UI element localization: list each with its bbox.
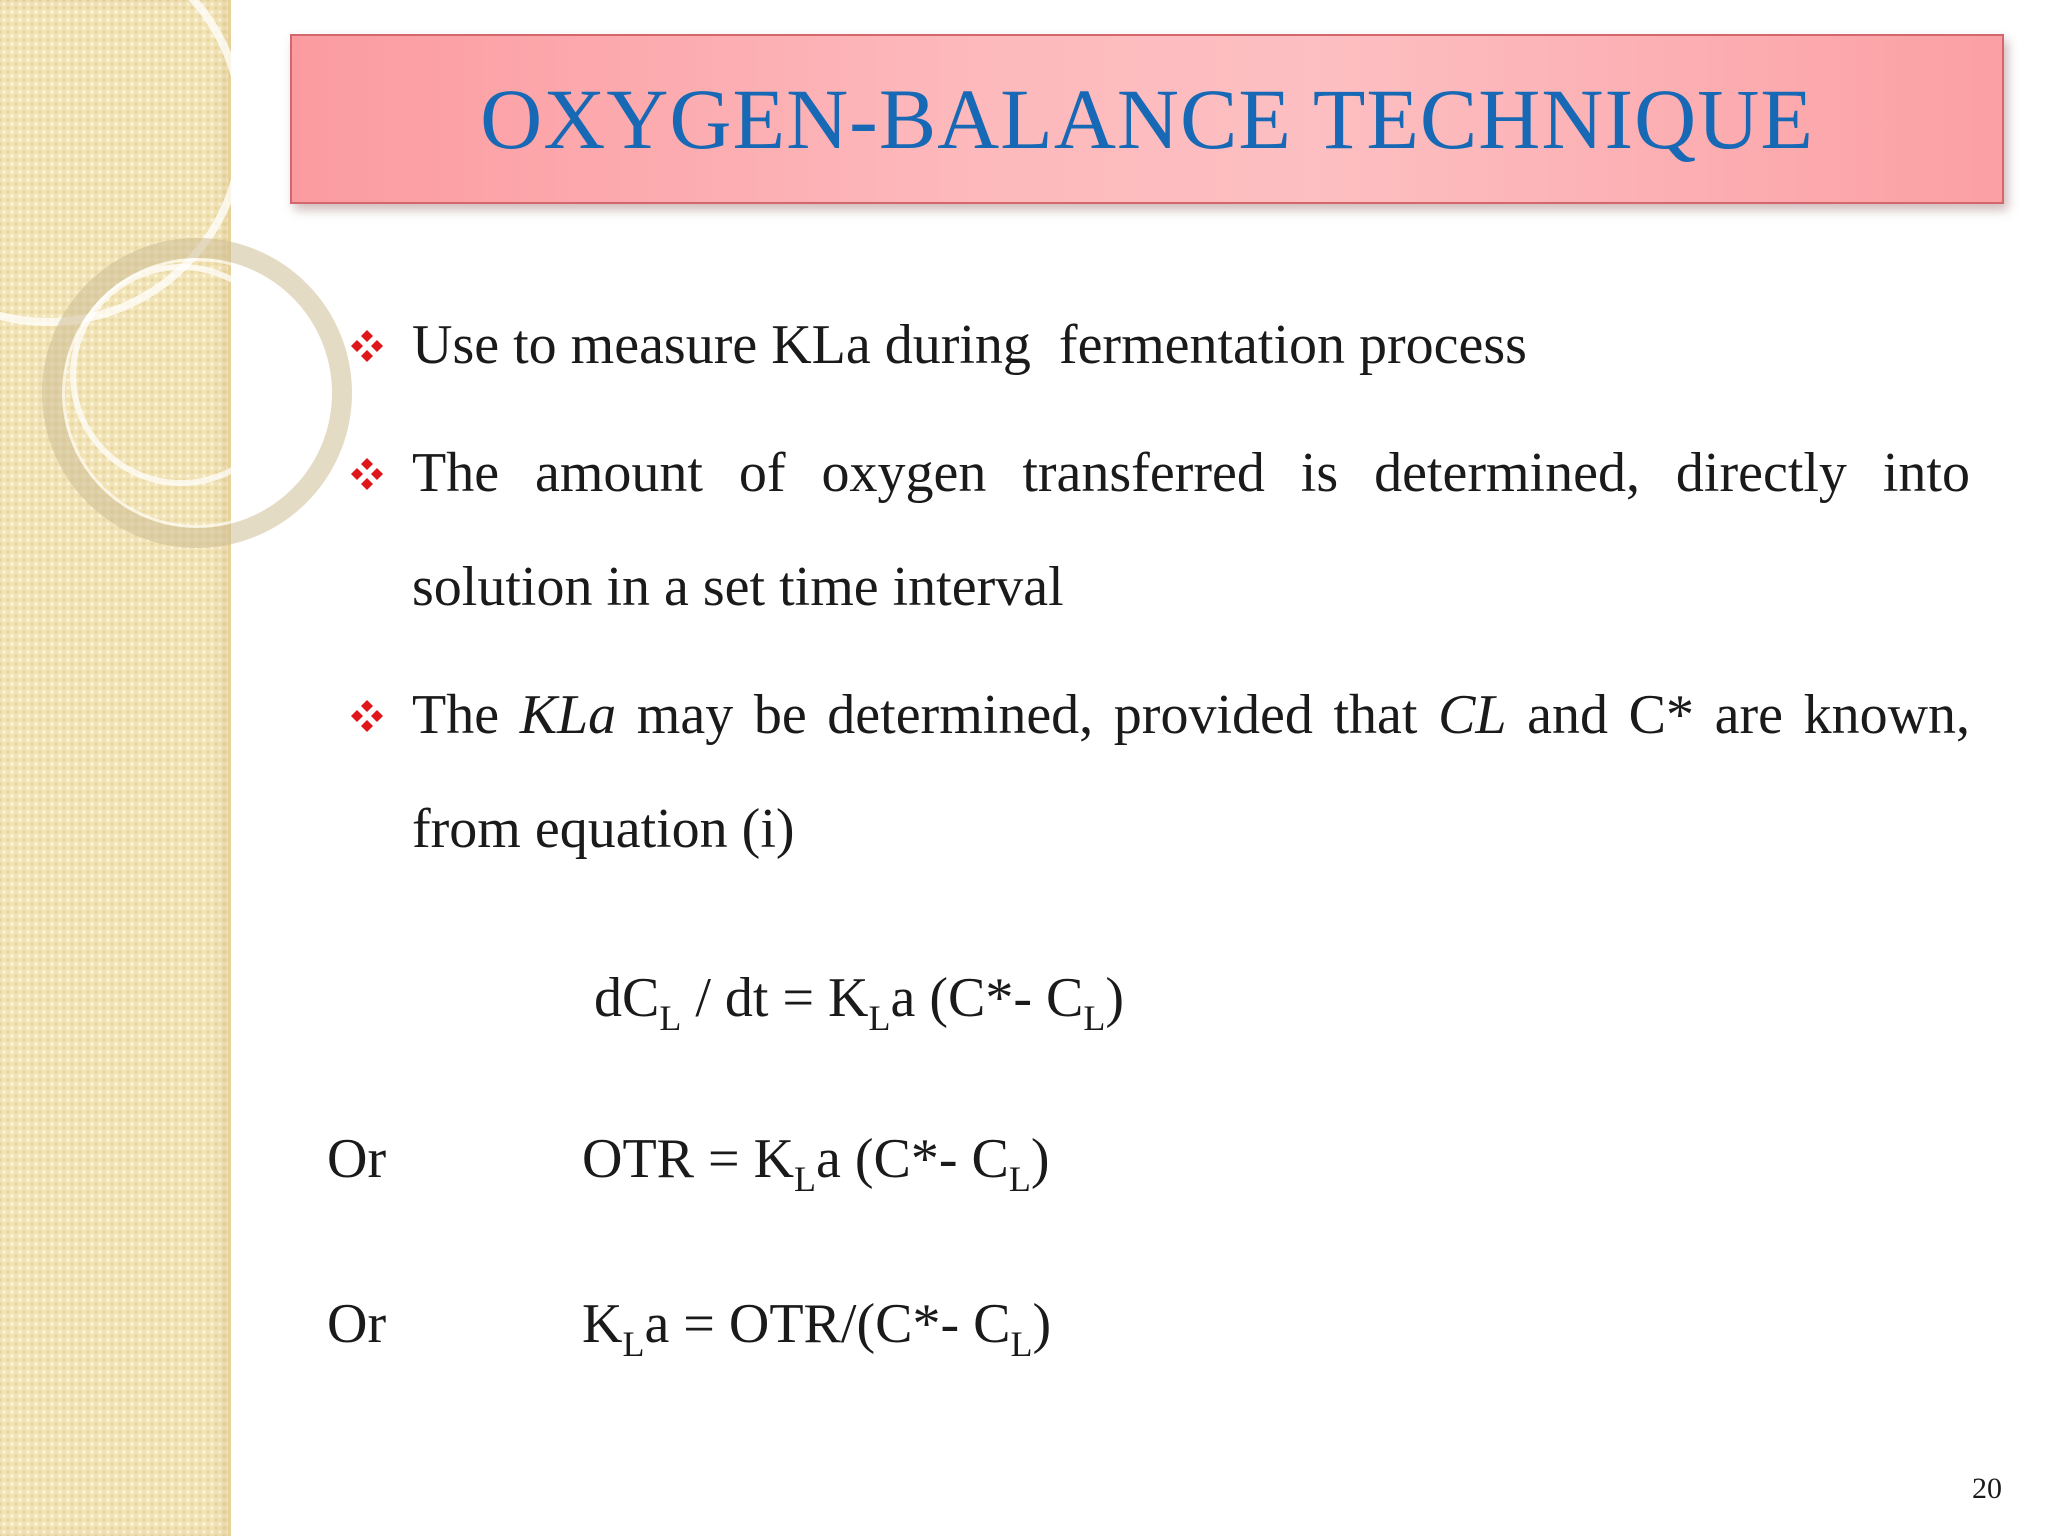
eq-subscript: L	[1008, 1159, 1031, 1199]
eq-text: OTR = K	[582, 1128, 795, 1190]
or-label: Or	[327, 1128, 387, 1190]
kla-term: KLa	[519, 684, 617, 746]
eq-subscript: L	[1010, 1324, 1033, 1364]
eq-text: )	[1032, 1293, 1052, 1355]
eq-subscript: L	[1083, 998, 1106, 1038]
eq-text: )	[1105, 967, 1125, 1029]
equation-rate	[594, 967, 1125, 1038]
eq-text: / dt = K	[681, 967, 869, 1029]
bullet-text-part: The	[412, 684, 520, 746]
bullet-text: Use to measure KLa during fermentation process	[412, 314, 1527, 376]
bullet-list	[350, 288, 1970, 900]
eq-subscript: L	[794, 1159, 817, 1199]
eq-subscript: L	[868, 998, 891, 1038]
eq-text: dC	[594, 967, 660, 1029]
four-diamond-bullet-icon	[350, 457, 384, 491]
eq-subscript: L	[622, 1324, 645, 1364]
page-number: 20	[1972, 1472, 2002, 1505]
eq-text: a = OTR/(C*- C	[644, 1293, 1011, 1355]
eq-text: K	[582, 1293, 623, 1355]
or-label: Or	[327, 1293, 387, 1355]
four-diamond-bullet-icon	[350, 329, 384, 363]
bullet-item	[350, 416, 1970, 644]
bullet-text-part: may be determined, provided that	[616, 684, 1439, 746]
equation-kla	[582, 1293, 1052, 1364]
decorative-ring	[70, 264, 292, 486]
eq-subscript: L	[659, 998, 682, 1038]
equation-otr	[582, 1128, 1050, 1199]
bullet-item	[350, 658, 1970, 886]
bullet-item	[350, 288, 1970, 402]
cl-term: CL	[1438, 684, 1507, 746]
eq-text: )	[1030, 1128, 1050, 1190]
title-banner	[290, 34, 2004, 204]
bullet-text-part: and C* are known, from equation (i)	[412, 684, 1971, 860]
four-diamond-bullet-icon	[350, 699, 384, 733]
eq-text: a (C*- C	[816, 1128, 1009, 1190]
bullet-text: The amount of oxygen transferred is determined, directly into solution in a set time interval	[412, 442, 1970, 618]
decorative-side-strip	[0, 0, 231, 1536]
eq-text: a (C*- C	[890, 967, 1084, 1029]
slide-title: OXYGEN-BALANCE TECHNIQUE	[480, 71, 1814, 167]
